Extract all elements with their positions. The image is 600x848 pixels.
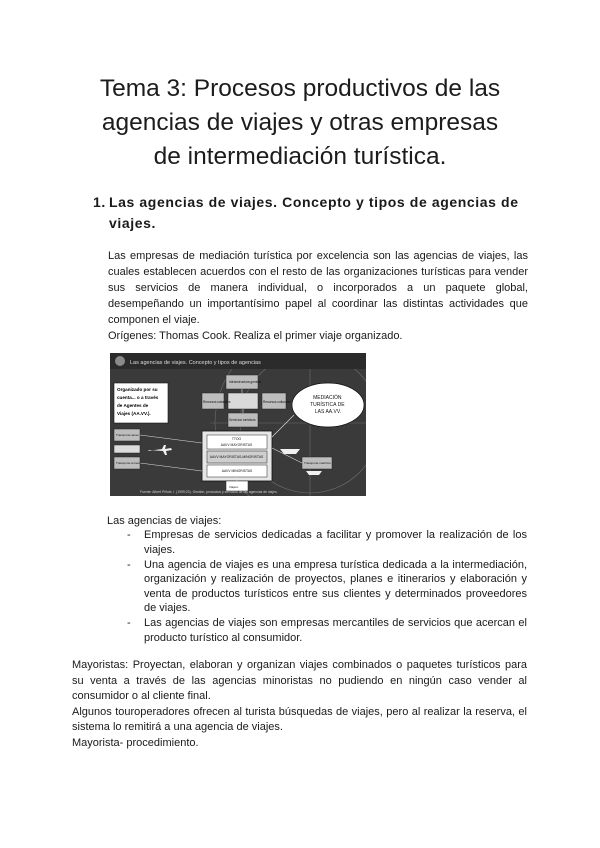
intro-paragraph: [108, 248, 528, 345]
intro-line: cuales establecen acuerdos con el resto de las organizaciones turísticas para vender: [108, 266, 528, 279]
agencias-label: Las agencias de viajes:: [107, 515, 222, 527]
figure-center-line: AAVV MAYORISTAS-MINORISTAS: [209, 455, 264, 459]
page-title: [60, 72, 540, 174]
figure-center-line: AAVV MINORISTAS: [221, 469, 253, 473]
figure-left-line: Viajes (AA.VV.).: [117, 411, 151, 416]
bullet-line: Una agencia de viajes es una empresa turística dedicada a la intermediación,: [144, 558, 527, 571]
title-line: de intermediación turística.: [153, 143, 447, 170]
bullet-line: organización y realización de proyectos, planes e itinerarios y elaboración y: [144, 573, 527, 585]
figure-label: Transporte terrestre: [116, 461, 143, 465]
figure-label: Transporte marítimo: [304, 461, 331, 465]
body-line: Mayorista- procedimiento.: [72, 736, 199, 749]
figure-center-line: AAVV MAYORISTAS: [220, 443, 253, 447]
figure-label: Viajero: [229, 485, 239, 489]
body-line: Mayoristas: Proyectan, elaboran y organizan viajes combinados o paquetes turísticos para: [72, 659, 527, 671]
list-item: [127, 558, 527, 616]
title-line: Tema 3: Procesos productivos de las: [99, 75, 501, 102]
svg-text:MEDIACIÓN TURÍSTICA D: [310, 394, 346, 415]
bullet-line: Las agencias de viajes son empresas mercantiles de servicios que acercan el: [144, 617, 527, 629]
intro-line: desempeñando un importantísimo papel al coordinar las distintas actividades que: [108, 298, 528, 311]
heading-line: viajes.: [109, 215, 157, 231]
figure-header: Las agencias de viajes. Concepto y tipos de agencias: [130, 360, 261, 366]
figure-left-line: cuenta... o a través: [117, 395, 159, 400]
figure-label: Servicios turísticos: [229, 418, 256, 422]
list-item: [127, 528, 527, 557]
list-item: [127, 616, 527, 645]
figure-label: Recursos naturales: [203, 400, 231, 404]
figure-label: Recursos culturales: [263, 400, 291, 404]
figure-left-line: de Agentes de: [117, 403, 149, 408]
figure-left-line: Organizado por su: [117, 387, 158, 392]
section-heading: [93, 192, 538, 234]
bullet-dash: -: [127, 529, 131, 541]
figure-label: Transporte aéreo: [116, 433, 139, 437]
svg-text:Transporte marítimo: [304, 461, 331, 465]
figure-oval-line: LAS AA.VV.: [314, 409, 342, 415]
section-heading-text: [109, 192, 538, 234]
heading-line: Las agencias de viajes. Concepto y tipos de agencias de: [109, 194, 519, 210]
agencias-list: [127, 528, 527, 646]
bullet-dash: -: [127, 558, 131, 571]
bullet-line: Empresas de servicios dedicadas a facilitar y promover la realización de los: [144, 529, 527, 541]
svg-text:Viajero: [229, 485, 239, 489]
figure-label: Infraestructura general: [229, 380, 262, 384]
bullet-dash: -: [127, 617, 131, 629]
body-line: sistema lo remitirá a una agencia de viajes.: [72, 721, 283, 734]
body-line: su venta a través de las agencias minoristas no pudiendo en ningún caso vender al: [72, 674, 527, 687]
section-number: 1.: [93, 194, 106, 210]
body-line: consumidor o al cliente final.: [72, 690, 211, 703]
figure-oval-line: TURÍSTICA DE: [310, 402, 345, 408]
diagram-image: [110, 353, 366, 496]
origins-line: Orígenes: Thomas Cook. Realiza el primer viaje organizado.: [108, 330, 403, 343]
bullet-line: de viajes.: [144, 602, 191, 614]
diagram-svg: [110, 353, 366, 496]
figure-center-line: TTOO: [231, 437, 242, 441]
intro-line: componen el viaje.: [108, 314, 200, 327]
mayoristas-paragraph: [72, 658, 527, 752]
bullet-line: venta de productos turísticos entre sus clientes y determinados proveedores: [144, 587, 527, 600]
intro-line: sus servicios de manera individual, o incorporados a un paquete global,: [108, 282, 528, 295]
title-line: agencias de viajes y otras empresas: [101, 109, 499, 136]
body-line: Algunos touroperadores ofrecen al turista búsquedas de viajes, pero al realizar la reserva, el: [72, 705, 527, 718]
bullet-line: viajes.: [144, 543, 176, 556]
intro-line: Las empresas de mediación turística por excelencia son las agencias de viajes, las: [108, 250, 528, 262]
bullet-line: producto turístico al consumidor.: [144, 631, 303, 644]
figure-source: Fuente: Albert Piñole, I. (1999:23). Gestión, productos y servicios de las agencias de viajes.: [140, 490, 278, 494]
figure-oval-line: MEDIACIÓN: [313, 395, 342, 401]
